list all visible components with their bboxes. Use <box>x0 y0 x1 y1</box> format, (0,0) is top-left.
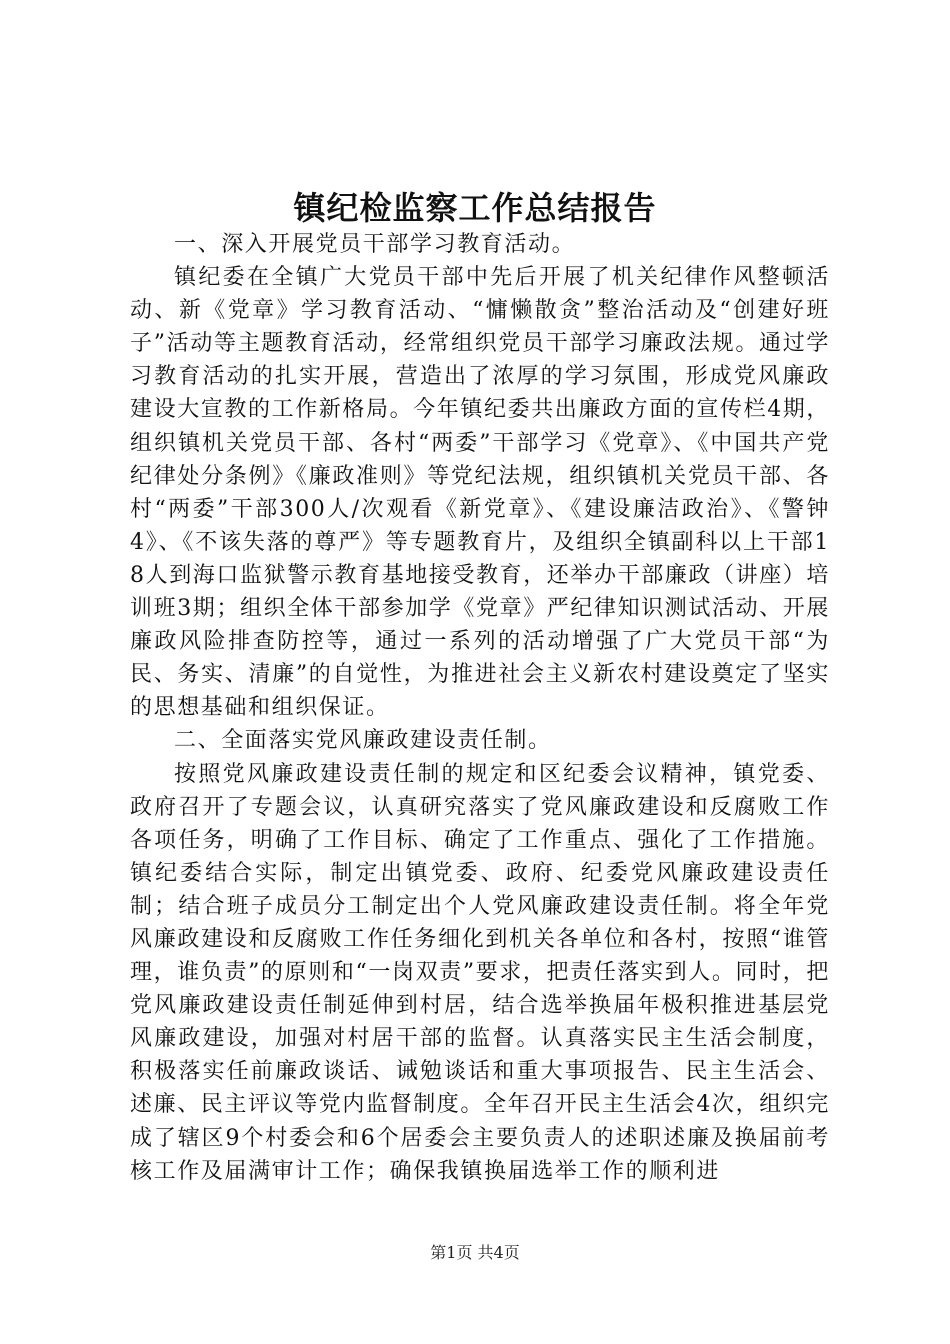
document-body <box>130 228 830 1188</box>
section-heading-1: 一、深入开展党员干部学习教育活动。 <box>174 232 576 257</box>
section-paragraph-2: 按照党风廉政建设责任制的规定和区纪委会议精神，镇党委、政府召开了专题会议，认真研究落实了党风廉政建设和反腐败工作各项任务，明确了工作目标、确定了工作重点、强化了工作措施。镇纪委结合实际，制定出镇党委、政府、纪委党风廉政建设责任制；结合班子成员分工制定出个人党风廉政建设责任制。将全年党风廉政建设和反腐败工作任务细化到机关各单位和各村，按照“谁管理，谁负责”的原则和“一岗双责”要求，把责任落实到人。同时，把党风廉政建设责任制延伸到村居，结合选举换届年极积推进基层党风廉政建设，加强对村居干部的监督。认真落实民主生活会制度，积极落实任前廉政谈话、诫勉谈话和重大事项报告、民主生活会、述廉、民主评议等党内监督制度。全年召开民主生活会4次，组织完成了辖区9个村委会和6个居委会主要负责人的述职述廉及换届前考核工作及届满审计工作；确保我镇换届选举工作的顺利进 <box>130 761 830 1184</box>
section-paragraph-1: 镇纪委在全镇广大党员干部中先后开展了机关纪律作风整顿活动、新《党章》学习教育活动、“慵懒散贪”整治活动及“创建好班子”活动等主题教育活动，经常组织党员干部学习廉政法规。通过学习教育活动的扎实开展，营造出了浓厚的学习氛围，形成党风廉政建设大宣教的工作新格局。今年镇纪委共出廉政方面的宣传栏4期，组织镇机关党员干部、各村“两委”干部学习《党章》、《中国共产党纪律处分条例》《廉政准则》等党纪法规，组织镇机关党员干部、各村“两委”干部300人/次观看《新党章》、《建设廉洁政治》、《警钟4》、《不该失落的尊严》等专题教育片，及组织全镇副科以上干部18人到海口监狱警示教育基地接受教育，还举办干部廉政（讲座）培训班3期；组织全体干部参加学《党章》严纪律知识测试活动、开展廉政风险排查防控等，通过一系列的活动增强了广大党员干部“为民、务实、清廉”的自觉性，为推进社会主义新农村建设奠定了坚实的思想基础和组织保证。 <box>130 265 830 721</box>
document-title: 镇纪检监察工作总结报告 <box>293 189 657 227</box>
page-number-footer: 第1页 共4页 <box>430 1243 520 1262</box>
section-heading-2: 二、全面落实党风廉政建设责任制。 <box>174 728 552 754</box>
